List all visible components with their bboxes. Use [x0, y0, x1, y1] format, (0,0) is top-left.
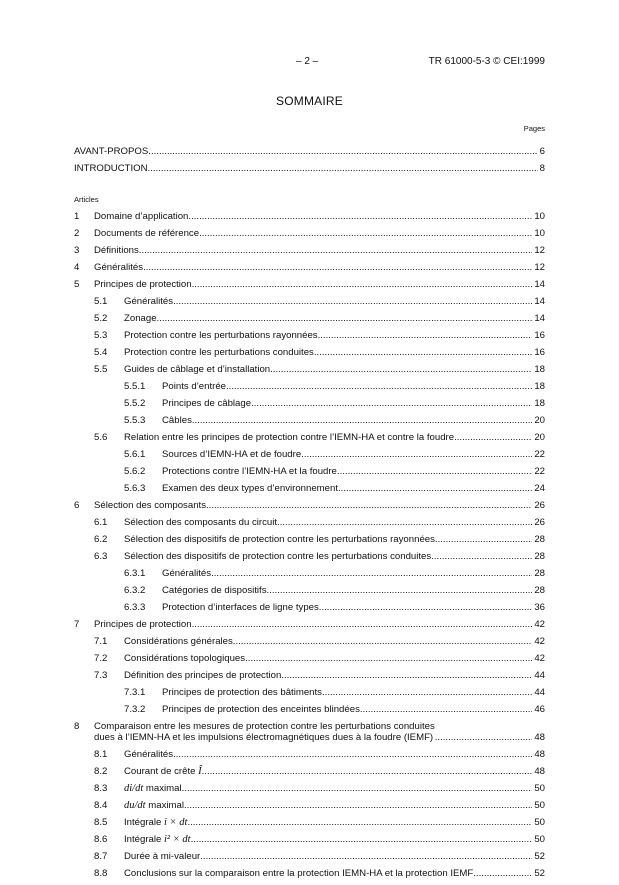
toc-page-number: 18 — [534, 381, 545, 392]
toc-entry-text: Points d’entrée — [162, 381, 226, 392]
toc-entry-text: Généralités — [94, 262, 144, 273]
toc-page-number: 42 — [534, 653, 545, 664]
toc-entry-label — [124, 364, 270, 375]
toc-entry-number: 5.4 — [94, 347, 108, 358]
toc-page-number: 20 — [534, 415, 545, 426]
toc-row — [74, 568, 545, 579]
dot-leader — [187, 817, 532, 828]
toc-entry-label — [124, 800, 184, 811]
toc-entry-label — [162, 415, 192, 426]
dot-leader — [139, 245, 533, 256]
toc-entry-label — [124, 749, 173, 760]
toc-entry-number: 6.3 — [94, 551, 108, 562]
toc-entry-number: 8.7 — [94, 851, 108, 862]
toc-row — [74, 834, 545, 845]
toc-entry-label — [94, 500, 206, 511]
toc-entry-number: 1 — [74, 211, 80, 222]
dot-leader — [318, 330, 533, 341]
dot-leader — [338, 483, 532, 494]
toc-entry-label — [162, 585, 267, 596]
toc-page-number: 20 — [534, 432, 545, 443]
toc-entry-text: Protections contre l’IEMN-HA et la foudre — [162, 466, 337, 477]
toc-page-number: 16 — [534, 330, 545, 341]
toc-row — [74, 245, 545, 256]
toc-entry-number: 5.6.2 — [124, 466, 146, 477]
toc-entry-number: 3 — [74, 245, 80, 256]
toc-entry-number: 7.1 — [94, 636, 108, 647]
toc-row — [74, 483, 545, 494]
toc-row — [74, 534, 545, 545]
toc-entry-text: Définitions — [94, 245, 139, 256]
toc-entry-text: Principes de protection des bâtiments — [162, 687, 322, 698]
toc-page-number: 50 — [534, 817, 545, 828]
toc-row — [74, 163, 545, 174]
dot-leader — [322, 687, 532, 698]
dot-leader — [226, 381, 532, 392]
toc-entry-number: 6.3.3 — [124, 602, 146, 613]
toc-entry-number: 8.4 — [94, 800, 108, 811]
toc-entry-text: Principes de câblage — [162, 398, 252, 409]
dot-leader — [211, 568, 532, 579]
toc-row — [74, 262, 545, 273]
toc-page-number: 48 — [534, 749, 545, 760]
articles-label: Articles — [74, 195, 99, 204]
toc-entry-label — [162, 483, 338, 494]
toc-entry-label — [162, 466, 337, 477]
toc-entry-label — [124, 313, 157, 324]
toc-entry-text: Protection contre les perturbations rayonnées — [124, 330, 318, 341]
toc-entry-number: 5 — [74, 279, 80, 290]
toc-entry-label — [124, 670, 281, 681]
dot-leader — [173, 749, 532, 760]
toc-entry-text: maximal — [143, 783, 182, 794]
toc-row — [74, 432, 545, 443]
toc-entry-label — [162, 704, 360, 715]
toc-entry-number: 7.3.2 — [124, 704, 146, 715]
toc-row — [74, 466, 545, 477]
toc-entry-text: Principes de protection — [94, 279, 192, 290]
dot-leader — [473, 868, 532, 879]
toc-entry-label — [124, 534, 435, 545]
toc-row — [74, 296, 545, 307]
toc-page-number: 36 — [534, 602, 545, 613]
dot-leader — [173, 296, 532, 307]
toc-entry-number: 8.1 — [94, 749, 108, 760]
toc-page-number: 14 — [534, 313, 545, 324]
toc-entry-number: 7.3.1 — [124, 687, 146, 698]
toc-row — [74, 330, 545, 341]
toc-entry-number: 7.3 — [94, 670, 108, 681]
toc-page-number: 18 — [534, 364, 545, 375]
toc-entry-number: 8.5 — [94, 817, 108, 828]
math-symbol: i × dt — [164, 817, 188, 828]
toc-row — [74, 585, 545, 596]
toc-entry-text: Documents de référence — [94, 228, 200, 239]
toc-page-number: 12 — [534, 262, 545, 273]
dot-leader — [301, 449, 532, 460]
toc-entry-text: Généralités — [124, 749, 174, 760]
toc-entry-label — [162, 568, 211, 579]
toc-row — [74, 347, 545, 358]
toc-page-number: 28 — [534, 551, 545, 562]
dot-leader — [267, 585, 533, 596]
dot-leader — [281, 670, 532, 681]
toc-entry-text: Généralités — [162, 568, 212, 579]
toc-row — [74, 800, 545, 811]
toc-page-number: 18 — [534, 398, 545, 409]
toc-entry-text: Intégrale — [124, 834, 162, 845]
toc-row — [74, 146, 545, 157]
toc-entry-number: 5.5.2 — [124, 398, 146, 409]
toc-entry-text: Principes de protection des enceintes blindées — [162, 704, 360, 715]
dot-leader — [337, 466, 532, 477]
toc-row — [74, 851, 545, 862]
toc-page-number: 46 — [534, 704, 545, 715]
dot-leader — [431, 551, 532, 562]
pages-column-label: Pages — [523, 124, 545, 133]
dot-leader — [245, 653, 532, 664]
toc-page-number: 50 — [534, 834, 545, 845]
toc-page-number: 22 — [534, 466, 545, 477]
dot-leader — [182, 783, 533, 794]
toc-row — [74, 517, 545, 528]
toc-entry-text: Courant de crête — [124, 766, 196, 777]
toc-entry-number: 5.6.1 — [124, 449, 146, 460]
toc-entry-number: 6.3.1 — [124, 568, 146, 579]
toc-entry-number: 5.2 — [94, 313, 108, 324]
toc-page-number: 24 — [534, 483, 545, 494]
toc-row — [74, 817, 545, 828]
toc-entry-number: 8.2 — [94, 766, 108, 777]
toc-row — [74, 783, 545, 794]
toc-entry-number: 5.6.3 — [124, 483, 146, 494]
toc-entry-number: 8.6 — [94, 834, 108, 845]
dot-leader — [184, 800, 532, 811]
toc-entry-label — [124, 834, 191, 845]
dot-leader — [454, 432, 532, 443]
toc-entry-number: 5.5 — [94, 364, 108, 375]
toc-entry-number: 2 — [74, 228, 80, 239]
toc-entry-text: Durée à mi-valeur — [124, 851, 201, 862]
toc-entry-text: Définition des principes de protection — [124, 670, 282, 681]
toc-entry-number: 5.3 — [94, 330, 108, 341]
toc-entry-text: Guides de câblage et d’installation — [124, 364, 271, 375]
toc-entry-text: Examen des deux types d’environnement — [162, 483, 338, 494]
front-matter-list — [74, 146, 545, 174]
toc-row — [74, 364, 545, 375]
toc-row — [74, 211, 545, 222]
toc-entry-label — [124, 636, 233, 647]
toc-page-number: 10 — [534, 228, 545, 239]
toc-row — [74, 228, 545, 239]
toc-entry-label — [124, 766, 202, 777]
dot-leader — [206, 500, 532, 511]
toc-entry-number: 5.6 — [94, 432, 108, 443]
toc-entry-label — [94, 245, 139, 256]
toc-entry-number: 5.5.3 — [124, 415, 146, 426]
toc-row — [74, 687, 545, 698]
toc-entry-text: Domaine d’application — [94, 211, 189, 222]
toc-entry-number: 7 — [74, 619, 80, 630]
toc-entry-label — [124, 817, 187, 828]
toc-page-number: 42 — [534, 636, 545, 647]
dot-leader — [199, 228, 532, 239]
toc-entry-number: 6.1 — [94, 517, 108, 528]
toc-entry-label: AVANT-PROPOS — [74, 146, 149, 157]
dot-leader — [435, 534, 532, 545]
toc-entry-label — [124, 851, 200, 862]
dot-leader — [192, 279, 533, 290]
toc-row — [74, 449, 545, 460]
toc-entry-label — [94, 211, 188, 222]
dot-leader — [360, 704, 532, 715]
dot-leader — [192, 415, 532, 426]
toc-page-number: 14 — [534, 296, 545, 307]
dot-leader — [192, 619, 533, 630]
toc-entry-label — [124, 296, 173, 307]
toc-row — [74, 721, 545, 743]
toc-entry-label — [94, 619, 192, 630]
dot-leader — [319, 602, 533, 613]
page-number: – 2 – — [296, 56, 319, 67]
toc-page-number: 22 — [534, 449, 545, 460]
toc-row — [74, 868, 545, 879]
toc-entry-label — [162, 687, 322, 698]
toc-entry-label — [124, 347, 314, 358]
toc-entry-number: 5.1 — [94, 296, 108, 307]
toc-entry-label — [162, 449, 301, 460]
toc-entry-text: Intégrale — [124, 817, 162, 828]
toc-row — [74, 313, 545, 324]
dot-leader — [157, 313, 533, 324]
toc-page-number: 44 — [534, 687, 545, 698]
math-symbol: i² × dt — [164, 834, 191, 845]
toc-row — [74, 749, 545, 760]
dot-leader — [200, 851, 532, 862]
toc-entry-text: Catégories de dispositifs — [162, 585, 267, 596]
page-title: SOMMAIRE — [276, 94, 343, 108]
toc-row — [74, 704, 545, 715]
toc-entry-number: 8.8 — [94, 868, 108, 879]
toc-entry-label — [124, 783, 182, 794]
toc-entry-number: 8.3 — [94, 783, 108, 794]
toc-entry-label — [124, 551, 431, 562]
toc-page-number: 48 — [534, 766, 545, 777]
toc-entry-text: Considérations topologiques — [124, 653, 246, 664]
dot-leader — [148, 146, 537, 157]
toc-entry-text: Sélection des composants du circuit — [124, 517, 278, 528]
toc-page-number: 44 — [534, 670, 545, 681]
dot-leader — [233, 636, 533, 647]
toc-page-number: 14 — [534, 279, 545, 290]
toc-row — [74, 551, 545, 562]
toc-row — [74, 653, 545, 664]
dot-leader — [143, 262, 532, 273]
toc-entry-label — [124, 868, 473, 879]
toc-entry-label-line: dues à l’IEMN-HA et les impulsions électromagnétiques dues à la foudre (IEMF) — [94, 732, 434, 743]
toc-entry-number: 7.2 — [94, 653, 108, 664]
toc-entry-number: 6.3.2 — [124, 585, 146, 596]
toc-entry-label — [94, 228, 199, 239]
toc-row — [74, 602, 545, 613]
toc-row — [74, 636, 545, 647]
toc-page-number: 16 — [534, 347, 545, 358]
dot-leader — [191, 834, 533, 845]
math-symbol: di/dt — [124, 783, 144, 794]
toc-row — [74, 670, 545, 681]
toc-entry-text: Protection contre les perturbations conduites — [124, 347, 314, 358]
toc-entry-number: 5.5.1 — [124, 381, 146, 392]
toc-entry-number: 8 — [74, 721, 80, 732]
toc-entry-text: Sélection des dispositifs de protection contre les perturbations rayonnées — [124, 534, 435, 545]
toc-entry-label — [124, 432, 454, 443]
document-reference: TR 61000-5-3 © CEI:1999 — [428, 56, 545, 67]
toc-entry-label — [94, 279, 192, 290]
toc-page-number: 28 — [534, 585, 545, 596]
toc-page-number: 26 — [534, 517, 545, 528]
toc-page-number: 50 — [534, 800, 545, 811]
toc-entry-label — [94, 262, 143, 273]
toc-entry-text: Généralités — [124, 296, 174, 307]
toc-entry-text: Relation entre les principes de protection contre l’IEMN-HA et contre la foudre — [124, 432, 455, 443]
toc-entry-text: maximal — [145, 800, 184, 811]
toc-entry-label — [124, 330, 318, 341]
dot-leader — [202, 766, 533, 777]
toc-entry-text: Sources d’IEMN-HA et de foudre — [162, 449, 302, 460]
dot-leader — [148, 163, 538, 174]
toc-entry-text: Principes de protection — [94, 619, 192, 630]
toc-row — [74, 766, 545, 777]
toc-entry-label — [124, 517, 277, 528]
toc-page-number: 50 — [534, 783, 545, 794]
toc-page-number: 12 — [534, 245, 545, 256]
dot-leader — [188, 211, 532, 222]
dot-leader — [277, 517, 532, 528]
toc-row — [74, 500, 545, 511]
toc-entry-text: Conclusions sur la comparaison entre la protection IEMN-HA et la protection IEMF — [124, 868, 474, 879]
toc-page-number: 10 — [534, 211, 545, 222]
toc-entry-label-line: Comparaison entre les mesures de protection contre les perturbations conduites — [94, 721, 435, 732]
toc-entry-label — [162, 398, 251, 409]
toc-entry-label — [94, 721, 435, 743]
math-symbol: du/dt — [124, 800, 146, 811]
toc-row — [74, 619, 545, 630]
toc-entry-label: INTRODUCTION — [74, 163, 148, 174]
toc-row — [74, 381, 545, 392]
dot-leader — [314, 347, 532, 358]
toc-page-number: 52 — [534, 851, 545, 862]
toc-page-number: 26 — [534, 500, 545, 511]
toc-entry-number: 6 — [74, 500, 80, 511]
toc-entry-text: Considérations générales — [124, 636, 233, 647]
toc-page-number: 48 — [534, 732, 545, 743]
toc-entry-label — [124, 653, 245, 664]
toc-entry-number: 6.2 — [94, 534, 108, 545]
toc-entry-text: Câbles — [162, 415, 192, 426]
dot-leader — [270, 364, 532, 375]
toc-entry-text: Protection d’interfaces de ligne types — [162, 602, 319, 613]
toc-list — [74, 211, 545, 885]
toc-entry-label — [162, 602, 319, 613]
toc-entry-label — [162, 381, 226, 392]
toc-entry-text: Zonage — [124, 313, 157, 324]
dot-leader — [251, 398, 532, 409]
toc-page-number: 6 — [539, 146, 545, 157]
toc-page-number: 52 — [534, 868, 545, 879]
toc-entry-number: 4 — [74, 262, 80, 273]
toc-row — [74, 415, 545, 426]
toc-page-number: 8 — [539, 163, 545, 174]
dot-leader — [435, 732, 533, 743]
toc-row — [74, 279, 545, 290]
toc-page-number: 28 — [534, 568, 545, 579]
toc-entry-text: Sélection des dispositifs de protection contre les perturbations conduites — [124, 551, 432, 562]
toc-page-number: 28 — [534, 534, 545, 545]
math-symbol: Î — [198, 766, 202, 777]
toc-row — [74, 398, 545, 409]
toc-entry-text: Sélection des composants — [94, 500, 206, 511]
toc-page-number: 42 — [534, 619, 545, 630]
